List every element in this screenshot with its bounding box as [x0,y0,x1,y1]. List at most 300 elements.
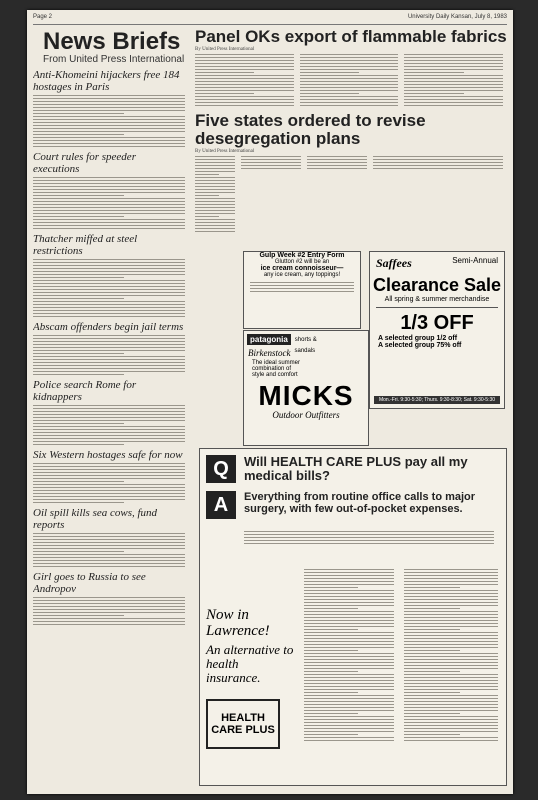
text-line [404,674,498,675]
text-line [304,623,394,624]
news-briefs-column [33,26,185,786]
text-line [33,131,185,132]
text-line [33,313,185,314]
text-line [195,75,294,76]
text-line [33,265,185,266]
text-line [404,81,503,82]
text-line [33,502,124,503]
text-line [304,665,394,666]
text-line [33,125,185,126]
text-line [195,186,235,187]
patagonia-logo: patagonia [247,334,291,345]
news-briefs-subtitle: From United Press International [43,54,185,65]
text-line [307,159,367,160]
text-line [33,338,185,339]
text-line [195,216,219,217]
text-line [304,680,394,681]
brief-headline: Abscam offenders begin jail terms [33,321,184,333]
text-line [307,162,367,163]
text-line [33,411,185,412]
hc-logo: HEALTH CARE PLUS [206,699,280,749]
text-line [404,713,460,714]
text-line [304,635,394,636]
text-line [195,60,294,61]
hc-question: Will HEALTH CARE PLUS pay all my medical bills? [244,454,468,483]
text-line [304,641,394,642]
text-line [304,650,358,651]
text-line [300,102,399,103]
sale-discount: 1/3 OFF [400,312,474,334]
text-line [304,587,358,588]
text-line [404,662,498,663]
text-line [195,189,235,190]
news-briefs-title: News Briefs [43,28,181,55]
text-line [244,531,494,532]
text-line [250,282,354,283]
text-line [404,60,503,61]
text-line [404,686,498,687]
text-line [33,560,185,561]
text-line [195,54,294,55]
text-line [195,168,235,169]
hc-column [404,567,498,743]
brief-story [33,571,185,625]
text-line [33,277,124,278]
text-line [373,159,503,160]
text-line [33,368,185,369]
micks-tagline: Outdoor Outfitters [272,410,340,420]
text-line [33,624,185,625]
text-line [304,668,394,669]
tagline: combination of [252,366,292,372]
text-line [304,572,394,573]
text-line [304,740,394,741]
text-line [300,96,399,97]
sandals-text: sandals [294,348,316,354]
text-line [404,716,498,717]
text-line [195,84,294,85]
text-line [33,551,124,552]
text-line [404,719,498,720]
text-line [33,478,185,479]
text-line [304,683,394,684]
text-line [404,689,498,690]
gulp-line: Glutton #2 will be an [274,259,330,265]
text-line [404,632,498,633]
text-line [33,356,185,357]
text-line [33,335,185,336]
text-line [300,105,399,106]
main-byline: By United Press International [195,47,255,52]
text-line [33,432,185,433]
text-line [33,216,124,217]
text-line [33,545,185,546]
text-line [195,219,235,220]
text-line [195,213,235,214]
text-line [304,707,394,708]
text-line [304,653,394,654]
text-line [33,110,185,111]
text-line [195,156,235,157]
brief-headline: Police search Rome for kidnappers [33,379,137,403]
text-line [404,665,498,666]
text-line [300,66,399,67]
text-line [195,210,235,211]
text-line [404,572,498,573]
text-line [241,162,301,163]
text-line [304,728,394,729]
text-line [33,101,185,102]
text-line [404,677,498,678]
text-line [304,644,394,645]
clearance-sale-ad [369,251,505,409]
text-line [300,72,359,73]
text-line [404,653,498,654]
text-line [404,626,498,627]
text-line [404,105,503,106]
text-line [404,57,503,58]
text-line [404,69,503,70]
second-byline: By United Press International [195,149,255,154]
text-line [33,618,185,619]
text-line [304,608,358,609]
text-line [33,274,185,275]
text-line [195,180,235,181]
text-line [404,581,498,582]
text-line [404,93,463,94]
text-line [195,72,254,73]
health-care-plus-ad [199,448,507,786]
text-line [404,75,503,76]
text-line [404,575,498,576]
brief-story [33,69,185,147]
text-line [300,63,399,64]
text-line [373,165,503,166]
text-line [404,737,498,738]
text-line [404,617,498,618]
text-line [33,198,185,199]
brief-story [33,449,185,503]
brief-headline: Six Western hostages safe for now [33,449,183,461]
birkenstock-logo: Birkenstock [248,348,291,358]
entry-form-lines [250,282,354,292]
main-story-body [191,52,507,108]
text-line [33,365,185,366]
shorts-text: shorts & [294,336,317,343]
brief-headline: Girl goes to Russia to see Andropov [33,571,146,595]
text-line [304,725,394,726]
text-line [304,626,394,627]
text-line [33,289,185,290]
text-line [33,566,185,567]
text-line [304,647,394,648]
text-line [33,557,185,558]
text-line [300,60,399,61]
text-line [373,168,503,169]
text-line [33,268,185,269]
text-line [404,734,460,735]
text-line [300,75,399,76]
text-line [195,228,235,229]
text-line [404,587,460,588]
text-line [304,719,394,720]
text-line [404,590,498,591]
text-line [307,168,367,169]
text-line [304,656,394,657]
text-line [33,469,185,470]
text-line [33,228,185,229]
text-line [404,683,498,684]
text-line [195,207,235,208]
text-line [304,695,394,696]
text-line [33,347,185,348]
text-line [304,701,394,702]
text-line [304,596,394,597]
text-line [33,271,185,272]
text-line [195,63,294,64]
text-line [33,146,185,147]
text-line [195,69,294,70]
text-line [195,171,235,172]
text-line [300,93,359,94]
text-line [373,156,503,157]
page-header [33,14,507,25]
hc-answer: Everything from routine office calls to major surgery, with few out-of-pocket expenses. [244,491,476,515]
sale-hours: Mon.-Fri. 9:30-5:30; Thurs. 9:30-8:30; Sat. 9:30-5:30 [374,396,500,404]
text-line [33,597,185,598]
text-line [33,104,185,105]
text-line [33,183,185,184]
sale-title: Clearance Sale [372,275,502,295]
text-line [404,692,460,693]
text-line [250,291,354,292]
text-line [33,475,185,476]
text-line [33,189,185,190]
text-line [404,680,498,681]
hc-slogan: Now in Lawrence! [206,607,270,639]
text-line [404,731,498,732]
text-line [33,533,185,534]
text-line [300,57,399,58]
text-line [404,569,498,570]
text-line [195,102,294,103]
main-stories-area [191,26,507,786]
text-line [404,611,498,612]
text-line [244,540,494,541]
text-line [33,438,185,439]
text-line [195,105,294,106]
text-line [33,95,185,96]
text-line [33,426,185,427]
text-line [33,286,185,287]
text-line [33,408,185,409]
tagline: The ideal summer [252,360,301,366]
text-line [33,621,185,622]
gulp-line: any ice cream, any toppings! [263,272,341,278]
text-line [33,222,185,223]
text-line [250,285,354,286]
text-line [404,638,498,639]
sale-type: Semi-Annual [452,256,498,265]
main-headline: Panel OKs export of flammable fabrics [195,27,507,46]
text-line [404,608,460,609]
text-line [33,417,185,418]
brief-headline: Thatcher miffed at steel restrictions [33,233,138,257]
text-line [304,698,394,699]
q-box: Q [206,455,236,483]
text-line [404,96,503,97]
text-line [404,623,498,624]
text-line [33,405,185,406]
text-line [300,69,399,70]
text-line [195,57,294,58]
text-line [33,463,185,464]
text-line [195,231,235,232]
text-line [195,66,294,67]
text-line [33,344,185,345]
text-line [304,611,394,612]
text-line [33,350,185,351]
text-line [304,734,358,735]
text-line [404,99,503,100]
text-line [195,198,235,199]
text-line [33,487,185,488]
text-line [300,54,399,55]
text-line [404,63,503,64]
text-line [304,677,394,678]
text-line [33,563,185,564]
text-line [33,490,185,491]
text-line [404,725,498,726]
text-line [404,90,503,91]
sale-subtitle: All spring & summer merchandise [384,296,490,303]
text-line [304,689,394,690]
text-line [33,204,185,205]
text-line [304,602,394,603]
text-line [33,548,185,549]
hc-slogan: An alternative to health insurance. [206,642,294,685]
text-line [33,107,185,108]
text-line [195,165,235,166]
brief-story [33,151,185,229]
text-line [304,674,394,675]
text-line [33,600,185,601]
text-line [304,671,358,672]
text-line [304,575,394,576]
text-line [33,414,185,415]
text-line [33,316,185,317]
text-line [404,593,498,594]
text-line [33,143,185,144]
text-line [300,81,399,82]
text-line [195,93,254,94]
text-line [33,609,185,610]
a-box: A [206,491,236,519]
text-line [404,647,498,648]
gulp-title: Gulp Week #2 Entry Form [259,252,345,259]
text-line [404,722,498,723]
text-line [250,288,354,289]
text-line [33,466,185,467]
text-line [404,66,503,67]
text-line [304,578,394,579]
text-line [304,632,394,633]
text-line [33,98,185,99]
text-line [33,128,185,129]
text-line [300,87,399,88]
text-line [33,177,185,178]
text-line [404,728,498,729]
text-line [33,362,185,363]
brief-story [33,233,185,317]
text-line [33,307,185,308]
text-line [304,716,394,717]
text-line [195,96,294,97]
text-line [195,183,235,184]
text-line [33,292,185,293]
text-line [195,201,235,202]
text-line [404,72,463,73]
text-line [304,704,394,705]
text-line [304,710,394,711]
text-line [241,159,301,160]
text-line [373,162,503,163]
text-line [33,603,185,604]
text-line [404,650,460,651]
text-line [33,119,185,120]
text-line [33,210,185,211]
text-line [404,584,498,585]
text-line [33,280,185,281]
text-line [33,310,185,311]
text-line [33,134,124,135]
newspaper-page [27,10,513,794]
text-line [195,78,294,79]
micks-outfitters-ad [243,330,369,446]
text-line [195,195,219,196]
text-line [300,84,399,85]
text-line [241,165,301,166]
text-line [33,225,185,226]
text-line [404,605,498,606]
text-line [33,353,124,354]
text-line [304,686,394,687]
text-line [33,441,185,442]
text-line [33,499,185,500]
text-line [304,620,394,621]
text-line [404,635,498,636]
text-line [241,168,301,169]
text-line [33,484,185,485]
brief-story [33,507,185,567]
text-line [195,81,294,82]
text-line [33,113,124,114]
text-line [404,695,498,696]
text-line [195,87,294,88]
text-line [33,122,185,123]
hc-column [304,567,394,743]
text-line [33,606,185,607]
text-line [33,259,185,260]
text-line [304,617,394,618]
text-line [304,722,394,723]
text-line [33,374,124,375]
text-line [33,420,185,421]
text-line [404,602,498,603]
second-headline: Five states ordered to revise desegregation plans [195,111,426,148]
text-line [33,192,185,193]
text-line [33,140,185,141]
